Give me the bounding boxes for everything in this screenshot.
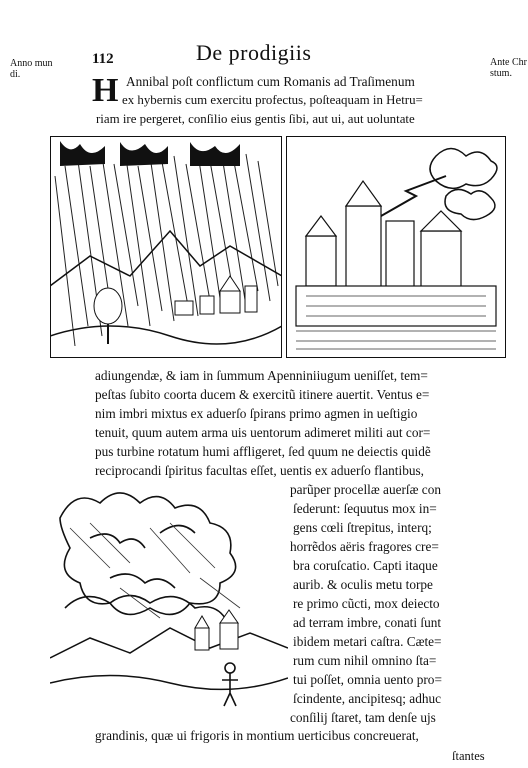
text-line-23: grandinis, quæ ui frigoris in montium uerticibus concreuerat, [95, 728, 419, 743]
text-line-5: peſtas ſubito coorta ducem & exercitũ itinere auertit. Ventus e= [95, 387, 430, 402]
margin-note-left-line1: Anno mun [10, 58, 53, 69]
drop-cap: H [92, 72, 119, 109]
text-line-14: bra coruſcatio. Capti itaque [293, 558, 438, 573]
margin-note-right [490, 57, 527, 79]
text-line-7: tenuit, quum autem arma uis uentorum adimeret militi aut cor= [95, 425, 431, 440]
catchword: ſtantes [452, 749, 485, 763]
page-number: 112 [92, 51, 114, 67]
margin-note-left-line2: di. [10, 69, 21, 80]
text-line-12: gens cœli ſtrepitus, interq; [293, 520, 432, 535]
margin-note-left [10, 58, 53, 80]
illustration-struck-town [286, 136, 506, 358]
text-line-20: tui poſſet, omnia uento pro= [293, 672, 442, 687]
text-line-15: aurib. & oculis metu torpe [293, 577, 433, 592]
text-line-19: rum cum nihil omnino ſta= [293, 653, 437, 668]
text-line-3: riam ire pergeret, conſilio eius gentis ſibi, aut ui, aut uoluntate [96, 112, 415, 126]
rain-landscape-drawing [50, 136, 282, 358]
text-line-8: pus turbine rotatum humi affligeret, ſed quum ne deiectis quidẽ [95, 444, 431, 459]
storm-clouds-drawing [50, 478, 288, 710]
text-line-17: ad terram imbre, conati ſunt [293, 615, 442, 630]
text-line-1: Annibal poſt conflictum cum Romanis ad Traſimenum [126, 74, 415, 89]
text-line-21: ſcindente, ancipitesq; adhuc [293, 691, 442, 706]
text-line-9: reciprocandi ſpiritus facultas eſſet, uentis ex aduerſo flantibus, [95, 463, 424, 478]
text-line-11: ſederunt: ſequutus mox in= [293, 501, 437, 516]
text-line-13: horrẽdos aëris fragores cre= [290, 539, 439, 554]
text-line-6: nim imbri mixtus ex aduerſo ſpirans primo agmen in ueſtigio [95, 406, 418, 421]
text-line-16: re primo cũcti, mox deiecto [293, 596, 440, 611]
struck-town-drawing [286, 136, 506, 358]
text-line-4: adiungendæ, & iam in ſummum Apenniniiugum ueniſſet, tem= [95, 368, 428, 383]
running-head: De prodigiis [196, 40, 312, 65]
text-line-18: ibidem metari caſtra. Cæte= [293, 634, 442, 649]
margin-note-right-line2: stum. [490, 68, 512, 79]
illustration-storm-clouds [50, 478, 288, 710]
text-line-2: ex hybernis cum exercitu profectus, poſteaquam in Hetru= [122, 93, 423, 107]
illustration-rain-landscape [50, 136, 282, 358]
text-line-22: conſilij ſtaret, tam denſe ujs [290, 710, 436, 725]
text-line-10: parũper procellæ auerſæ con [290, 482, 442, 497]
margin-note-right-line1: Ante Chr [490, 57, 527, 68]
